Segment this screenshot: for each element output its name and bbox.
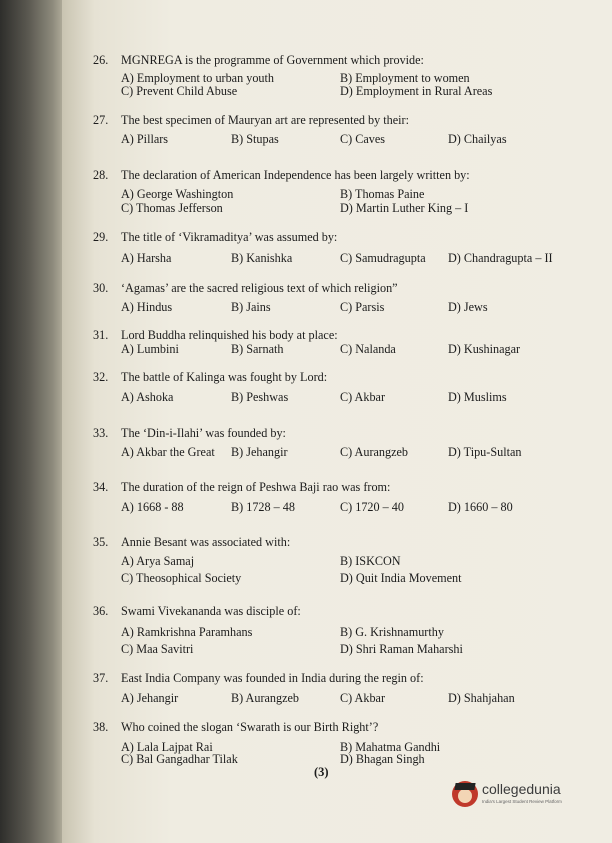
option-b: B) ISKCON (340, 554, 401, 568)
question-number: 35. (93, 535, 109, 549)
question-number: 36. (93, 604, 109, 618)
option-a: A) Pillars (121, 132, 169, 146)
question-text: The duration of the reign of Peshwa Baji rao was from: (121, 480, 391, 494)
question-text: East India Company was founded in India during the regin of: (121, 671, 424, 685)
option-b: B) Kanishka (231, 251, 293, 265)
option-a: A) George Washington (121, 187, 234, 201)
question-text: Who coined the slogan ‘Swarath is our Birth Right’? (121, 720, 379, 734)
option-d: D) Tipu-Sultan (448, 445, 522, 459)
graduate-mascot-icon (452, 781, 478, 807)
question-text: The title of ‘Vikramaditya’ was assumed by: (121, 230, 338, 244)
logo-tagline: India's Largest Student Review Platform (482, 799, 562, 804)
option-b: B) Sarnath (231, 342, 284, 356)
option-b: B) G. Krishnamurthy (340, 625, 444, 639)
question-number: 37. (93, 671, 109, 685)
option-c: C) Parsis (340, 300, 385, 314)
exam-page (62, 0, 612, 843)
option-a: A) Akbar the Great (121, 445, 215, 459)
option-d: D) Martin Luther King – I (340, 201, 469, 215)
question-text: Annie Besant was associated with: (121, 535, 291, 549)
option-c: C) Aurangzeb (340, 445, 409, 459)
option-a: A) Lala Lajpat Rai (121, 740, 213, 754)
option-d: D) Kushinagar (448, 342, 521, 356)
page-binding-shadow (0, 0, 70, 843)
option-a: A) Employment to urban youth (121, 71, 274, 85)
option-a: A) Ramkrishna Paramhans (121, 625, 253, 639)
collegedunia-logo[interactable] (452, 779, 602, 815)
option-b: B) Jehangir (231, 445, 288, 459)
question-text: MGNREGA is the programme of Government which provide: (121, 53, 424, 67)
option-b: B) Jains (231, 300, 271, 314)
option-d: D) Chandragupta – II (448, 251, 553, 265)
question-number: 26. (93, 53, 109, 67)
option-b: B) Thomas Paine (340, 187, 425, 201)
option-c: C) Bal Gangadhar Tilak (121, 752, 238, 766)
question-number: 29. (93, 230, 109, 244)
option-c: C) Prevent Child Abuse (121, 84, 238, 98)
option-d: D) Shahjahan (448, 691, 515, 705)
question-text: The battle of Kalinga was fought by Lord: (121, 370, 328, 384)
option-b: B) 1728 – 48 (231, 500, 295, 514)
option-a: A) Harsha (121, 251, 172, 265)
option-d: D) Quit India Movement (340, 571, 462, 585)
question-text: The ‘Din-i-Ilahi’ was founded by: (121, 426, 286, 440)
question-number: 30. (93, 281, 109, 295)
page-number: (3) (314, 765, 329, 779)
question-text: Swami Vivekananda was disciple of: (121, 604, 301, 618)
option-d: D) Jews (448, 300, 488, 314)
option-a: A) Lumbini (121, 342, 179, 356)
question-number: 27. (93, 113, 109, 127)
option-d: D) Bhagan Singh (340, 752, 425, 766)
question-text: The best specimen of Mauryan art are represented by their: (121, 113, 409, 127)
option-b: B) Aurangzeb (231, 691, 300, 705)
logo-name: collegedunia (482, 781, 561, 797)
option-d: D) Employment in Rural Areas (340, 84, 493, 98)
question-number: 34. (93, 480, 109, 494)
option-c: C) Akbar (340, 390, 386, 404)
option-d: D) Chailyas (448, 132, 507, 146)
option-c: C) Akbar (340, 691, 386, 705)
option-a: A) Jehangir (121, 691, 179, 705)
option-a: A) Hindus (121, 300, 173, 314)
option-b: B) Peshwas (231, 390, 289, 404)
option-b: B) Employment to women (340, 71, 470, 85)
question-text: The declaration of American Independence has been largely written by: (121, 168, 470, 182)
question-number: 33. (93, 426, 109, 440)
question-text: Lord Buddha relinquished his body at place: (121, 328, 338, 342)
question-number: 38. (93, 720, 109, 734)
option-d: D) 1660 – 80 (448, 500, 513, 514)
question-number: 32. (93, 370, 109, 384)
question-text: ‘Agamas’ are the sacred religious text of which religion” (121, 281, 398, 295)
question-number: 28. (93, 168, 109, 182)
option-c: C) Maa Savitri (121, 642, 194, 656)
option-c: C) Samudragupta (340, 251, 426, 265)
question-number: 31. (93, 328, 109, 342)
option-c: C) Caves (340, 132, 386, 146)
option-c: C) Theosophical Society (121, 571, 242, 585)
option-c: C) Thomas Jefferson (121, 201, 223, 215)
option-a: A) Arya Samaj (121, 554, 195, 568)
option-a: A) Ashoka (121, 390, 174, 404)
option-d: D) Shri Raman Maharshi (340, 642, 463, 656)
option-c: C) 1720 – 40 (340, 500, 404, 514)
option-b: B) Mahatma Gandhi (340, 740, 441, 754)
option-c: C) Nalanda (340, 342, 396, 356)
option-a: A) 1668 - 88 (121, 500, 184, 514)
option-d: D) Muslims (448, 390, 507, 404)
option-b: B) Stupas (231, 132, 279, 146)
